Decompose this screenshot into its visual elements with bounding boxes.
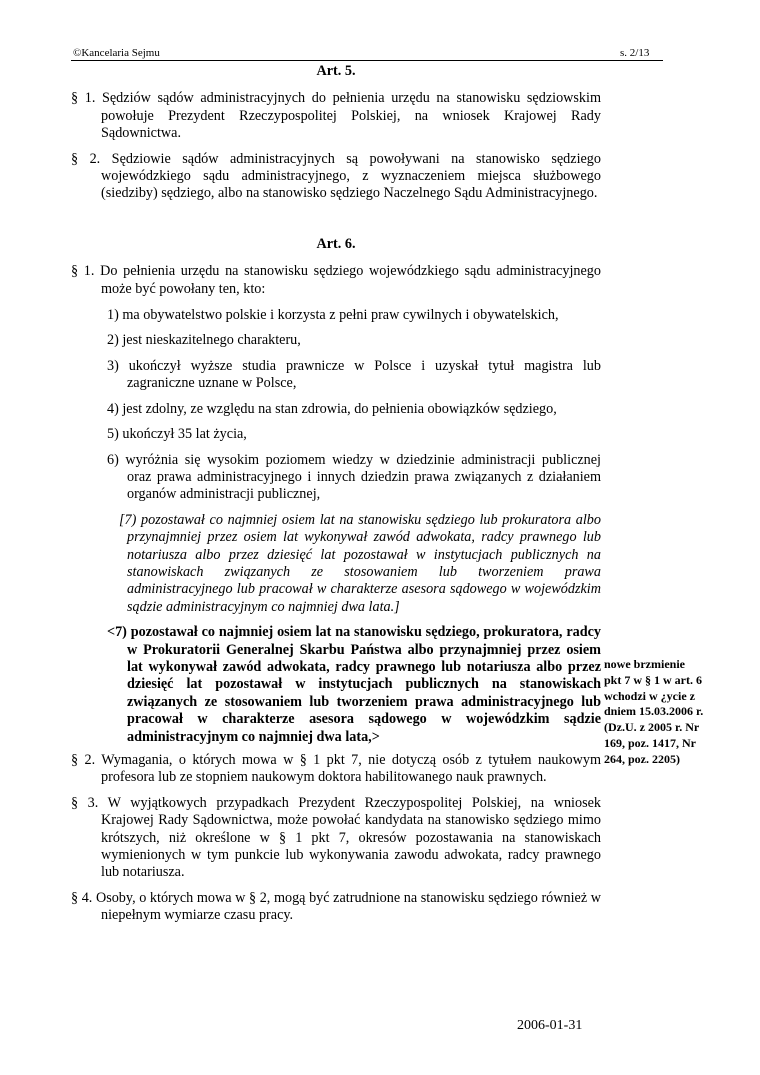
art6-item-7-old-version: [7) pozostawał co najmniej osiem lat na stanowisku sędziego lub prokuratora albo przynajmniej przez osiem lat wykonywał zawód adwokata, radcy prawnego lub notariusza albo przez dziesięć lat pozostawał w instytucjach publicznych na stanowiskach związanych ze stosowaniem lub tworzeniem prawa administracyjnego lub pracował w charakterze asesora sądowego w wojewódzkim sądzie administracyjnym co najmniej dwa lata.] (119, 511, 601, 615)
art6-paragraph-2: § 2. Wymagania, o których mowa w § 1 pkt 7, nie dotyczą osób z tytułem naukowym profesora lub ze stopniem naukowym doktora habilitowanego nauk prawnych. (71, 752, 601, 786)
art5-title: Art. 5. (316, 63, 356, 79)
art6-item-6: 6) wyróżnia się wysokim poziomem wiedzy w dziedzinie administracji publicznej oraz prawa administracyjnego i innych dziedzin prawa związanych z działaniem organów administracji publicznej, (107, 451, 601, 503)
art6-item-1: 1) ma obywatelstwo polskie i korzysta z pełni praw cywilnych i obywatelskich, (107, 307, 559, 324)
header-page-number: s. 2/13 (620, 47, 650, 59)
art6-title: Art. 6. (316, 235, 356, 252)
document-body (71, 63, 601, 925)
art6-item-3: 3) ukończył wyższe studia prawnicze w Polsce i uzyskał tytuł magistra lub zagraniczne uznane w Polsce, (107, 357, 601, 392)
art5-paragraph-2: § 2. Sędziowie sądów administracyjnych są powoływani na stanowisko sędziego wojewódzkiego sądu administracyjnego, z wyznaczeniem miejsca służbowego (siedziby) sędziego, albo na stanowisko sędziego Naczelnego Sądu Administracyjnego. (71, 150, 601, 202)
header-source: ©Kancelaria Sejmu (73, 47, 160, 59)
header-divider (71, 60, 663, 61)
art6-paragraph-4: § 4. Osoby, o których mowa w § 2, mogą być zatrudnione na stanowisku sędziego również w niepełnym wymiarze czasu pracy. (71, 889, 601, 924)
art6-item-2: 2) jest nieskazitelnego charakteru, (107, 332, 301, 349)
art5-paragraph-1: § 1. Sędziów sądów administracyjnych do pełnienia urzędu na stanowisku sędziowskim powołuje Prezydent Rzeczypospolitej Polskiej, na wniosek Krajowej Rady Sądownictwa. (71, 90, 601, 142)
art6-paragraph-3: § 3. W wyjątkowych przypadkach Prezydent Rzeczypospolitej Polskiej, na wniosek Krajowej Rady Sądownictwa, może powołać kandydata na stanowisko sędziego mimo krótszych, niż określone w § 1 pkt 7, okresów pozostawania na stanowiskach wymienionych w tym punkcie lub wykonywania zawodu adwokata, radcy prawnego lub notariusza. (71, 794, 601, 881)
footer-date: 2006-01-31 (517, 1018, 583, 1033)
art6-item-7-new-version: <7) pozostawał co najmniej osiem lat na stanowisku sędziego, prokuratora, radcy w Prokuratorii Generalnej Skarbu Państwa albo przynajmniej przez osiem lat wykonywał zawód adwokata, radcy prawnego lub notariusza albo przez dziesięć lat pozostawał w instytucjach publicznych na stanowiskach związanych ze stosowaniem lub tworzeniem prawa administracyjnego lub pracował w charakterze asesora sądowego w wojewódzkim sądzie administracyjnym co najmniej dwa lata,> (107, 624, 601, 745)
amendment-side-note: nowe brzmienie pkt 7 w § 1 w art. 6 wchodzi w ¿ycie z dniem 15.03.2006 r. (Dz.U. z 2005 r. Nr 169, poz. 1417, Nr 264, poz. 2205) (604, 657, 704, 766)
art6-item-4: 4) jest zdolny, ze względu na stan zdrowia, do pełnienia obowiązków sędziego, (107, 400, 557, 417)
art6-paragraph-1: § 1. Do pełnienia urzędu na stanowisku sędziego wojewódzkiego sądu administracyjnego może być powołany ten, kto: (71, 263, 601, 297)
art6-item-5: 5) ukończył 35 lat życia, (107, 426, 247, 443)
